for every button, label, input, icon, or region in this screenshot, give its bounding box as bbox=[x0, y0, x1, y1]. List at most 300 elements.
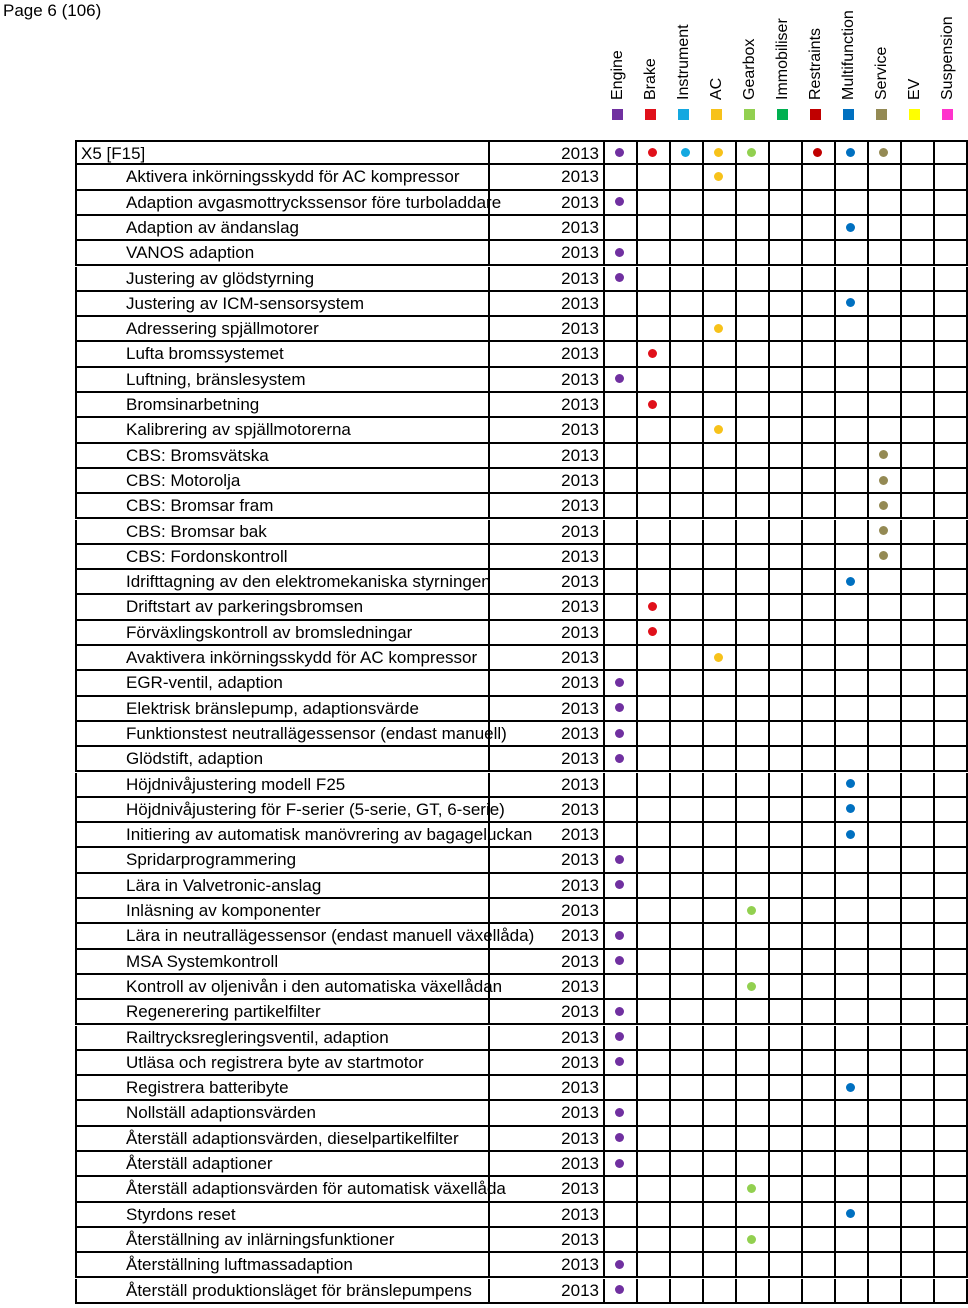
mark-cell-multifunction bbox=[836, 773, 869, 798]
dot-multifunction bbox=[846, 1209, 855, 1218]
mark-cell-ac bbox=[704, 393, 737, 418]
mark-cell-gearbox bbox=[737, 747, 770, 772]
mark-cell-brake bbox=[638, 191, 671, 216]
mark-cell-suspension bbox=[935, 823, 968, 848]
mark-cell-service bbox=[869, 570, 902, 595]
function-name: Lufta bromssystemet bbox=[75, 342, 490, 367]
mark-cell-immobiliser bbox=[770, 924, 803, 949]
mark-cell-multifunction bbox=[836, 874, 869, 899]
table-row bbox=[75, 267, 960, 292]
table-row bbox=[75, 924, 960, 949]
category-swatch-immobiliser bbox=[777, 109, 788, 120]
mark-cell-gearbox bbox=[737, 773, 770, 798]
mark-cell-brake bbox=[638, 848, 671, 873]
mark-cell-suspension bbox=[935, 1203, 968, 1228]
year-cell: 2013 bbox=[490, 798, 605, 823]
dot-brake bbox=[648, 627, 657, 636]
function-name: Återställ adaptionsvärden, dieselpartikelfilter bbox=[75, 1127, 490, 1152]
mark-cell-restraints bbox=[803, 1253, 836, 1278]
mark-cell-ac bbox=[704, 773, 737, 798]
mark-cell-ev bbox=[902, 697, 935, 722]
mark-cell-multifunction bbox=[836, 1076, 869, 1101]
year-cell: 2013 bbox=[490, 165, 605, 190]
mark-cell-gearbox bbox=[737, 545, 770, 570]
mark-cell-brake bbox=[638, 975, 671, 1000]
mark-cell-service bbox=[869, 1152, 902, 1177]
dot-engine bbox=[615, 1285, 624, 1294]
mark-cell-suspension bbox=[935, 773, 968, 798]
table-row bbox=[75, 418, 960, 443]
function-name: Aktivera inkörningsskydd för AC kompressor bbox=[75, 165, 490, 190]
mark-cell-gearbox bbox=[737, 924, 770, 949]
mark-cell-gearbox bbox=[737, 1101, 770, 1126]
mark-cell-multifunction bbox=[836, 899, 869, 924]
dot-engine bbox=[615, 703, 624, 712]
mark-cell-restraints bbox=[803, 747, 836, 772]
mark-cell-ac bbox=[704, 1000, 737, 1025]
mark-cell-brake bbox=[638, 1177, 671, 1202]
mark-cell-multifunction bbox=[836, 671, 869, 696]
mark-cell-ev bbox=[902, 722, 935, 747]
mark-cell-ev bbox=[902, 1203, 935, 1228]
mark-cell-instrument bbox=[671, 165, 704, 190]
mark-cell-gearbox bbox=[737, 595, 770, 620]
function-name: CBS: Bromsar fram bbox=[75, 494, 490, 519]
mark-cell-brake bbox=[638, 595, 671, 620]
mark-cell-engine bbox=[605, 899, 638, 924]
mark-cell-brake bbox=[638, 1101, 671, 1126]
year-cell: 2013 bbox=[490, 595, 605, 620]
category-instrument bbox=[671, 0, 704, 122]
mark-cell-multifunction bbox=[836, 317, 869, 342]
mark-cell-gearbox bbox=[737, 444, 770, 469]
table-row bbox=[75, 545, 960, 570]
mark-cell-ev bbox=[902, 823, 935, 848]
mark-cell-immobiliser bbox=[770, 317, 803, 342]
table-row bbox=[75, 874, 960, 899]
mark-cell-restraints bbox=[803, 520, 836, 545]
mark-cell-suspension bbox=[935, 1000, 968, 1025]
mark-cell-immobiliser bbox=[770, 899, 803, 924]
mark-cell-engine bbox=[605, 747, 638, 772]
year-cell: 2013 bbox=[490, 773, 605, 798]
dot-brake bbox=[648, 602, 657, 611]
table-row bbox=[75, 368, 960, 393]
mark-cell-service bbox=[869, 241, 902, 266]
table-row bbox=[75, 1152, 960, 1177]
year-cell: 2013 bbox=[490, 494, 605, 519]
mark-cell-suspension bbox=[935, 165, 968, 190]
mark-cell-immobiliser bbox=[770, 874, 803, 899]
mark-cell-multifunction bbox=[836, 798, 869, 823]
mark-cell-multifunction bbox=[836, 1127, 869, 1152]
mark-cell-instrument bbox=[671, 747, 704, 772]
mark-cell-engine bbox=[605, 950, 638, 975]
mark-cell-immobiliser bbox=[770, 1026, 803, 1051]
category-label-brake: Brake bbox=[642, 58, 659, 100]
mark-cell-instrument bbox=[671, 1076, 704, 1101]
dot-engine bbox=[615, 273, 624, 282]
mark-cell-service bbox=[869, 874, 902, 899]
category-label-ev: EV bbox=[906, 78, 923, 100]
mark-cell-ac bbox=[704, 216, 737, 241]
mark-cell-restraints bbox=[803, 140, 836, 165]
mark-cell-immobiliser bbox=[770, 671, 803, 696]
function-name: Höjdnivåjustering för F-serier (5-serie, GT, 6-serie) bbox=[75, 798, 490, 823]
category-label-service: Service bbox=[873, 46, 890, 100]
mark-cell-suspension bbox=[935, 1152, 968, 1177]
function-name: Justering av glödstyrning bbox=[75, 267, 490, 292]
category-restraints bbox=[803, 0, 836, 122]
mark-cell-immobiliser bbox=[770, 722, 803, 747]
mark-cell-multifunction bbox=[836, 368, 869, 393]
dot-ac bbox=[714, 324, 723, 333]
year-cell: 2013 bbox=[490, 393, 605, 418]
mark-cell-gearbox bbox=[737, 342, 770, 367]
mark-cell-immobiliser bbox=[770, 1253, 803, 1278]
mark-cell-gearbox bbox=[737, 671, 770, 696]
mark-cell-suspension bbox=[935, 267, 968, 292]
mark-cell-restraints bbox=[803, 292, 836, 317]
mark-cell-multifunction bbox=[836, 216, 869, 241]
mark-cell-engine bbox=[605, 570, 638, 595]
category-label-multifunction: Multifunction bbox=[840, 10, 857, 100]
mark-cell-engine bbox=[605, 444, 638, 469]
mark-cell-multifunction bbox=[836, 1152, 869, 1177]
mark-cell-engine bbox=[605, 722, 638, 747]
mark-cell-service bbox=[869, 1051, 902, 1076]
function-name: CBS: Fordonskontroll bbox=[75, 545, 490, 570]
mark-cell-suspension bbox=[935, 1076, 968, 1101]
mark-cell-gearbox bbox=[737, 848, 770, 873]
mark-cell-service bbox=[869, 216, 902, 241]
mark-cell-ac bbox=[704, 924, 737, 949]
mark-cell-service bbox=[869, 191, 902, 216]
dot-service bbox=[879, 551, 888, 560]
mark-cell-restraints bbox=[803, 469, 836, 494]
mark-cell-service bbox=[869, 1000, 902, 1025]
mark-cell-ac bbox=[704, 899, 737, 924]
year-cell: 2013 bbox=[490, 191, 605, 216]
mark-cell-instrument bbox=[671, 393, 704, 418]
mark-cell-service bbox=[869, 646, 902, 671]
mark-cell-brake bbox=[638, 342, 671, 367]
mark-cell-instrument bbox=[671, 191, 704, 216]
year-cell: 2013 bbox=[490, 823, 605, 848]
mark-cell-restraints bbox=[803, 950, 836, 975]
mark-cell-ev bbox=[902, 545, 935, 570]
mark-cell-suspension bbox=[935, 140, 968, 165]
mark-cell-service bbox=[869, 368, 902, 393]
mark-cell-engine bbox=[605, 545, 638, 570]
mark-cell-restraints bbox=[803, 899, 836, 924]
mark-cell-service bbox=[869, 848, 902, 873]
mark-cell-multifunction bbox=[836, 292, 869, 317]
mark-cell-suspension bbox=[935, 1026, 968, 1051]
mark-cell-multifunction bbox=[836, 747, 869, 772]
mark-cell-brake bbox=[638, 494, 671, 519]
year-cell: 2013 bbox=[490, 1000, 605, 1025]
mark-cell-ev bbox=[902, 140, 935, 165]
mark-cell-suspension bbox=[935, 646, 968, 671]
category-swatch-ac bbox=[711, 109, 722, 120]
table-row bbox=[75, 1101, 960, 1126]
mark-cell-service bbox=[869, 722, 902, 747]
mark-cell-brake bbox=[638, 1228, 671, 1253]
mark-cell-instrument bbox=[671, 1026, 704, 1051]
mark-cell-brake bbox=[638, 520, 671, 545]
dot-multifunction bbox=[846, 1083, 855, 1092]
mark-cell-service bbox=[869, 1228, 902, 1253]
mark-cell-service bbox=[869, 342, 902, 367]
mark-cell-gearbox bbox=[737, 469, 770, 494]
mark-cell-gearbox bbox=[737, 798, 770, 823]
year-cell: 2013 bbox=[490, 1203, 605, 1228]
mark-cell-immobiliser bbox=[770, 1228, 803, 1253]
table-row bbox=[75, 191, 960, 216]
mark-cell-gearbox bbox=[737, 393, 770, 418]
function-name: Bromsinarbetning bbox=[75, 393, 490, 418]
dot-engine bbox=[615, 855, 624, 864]
mark-cell-restraints bbox=[803, 1127, 836, 1152]
mark-cell-immobiliser bbox=[770, 823, 803, 848]
mark-cell-restraints bbox=[803, 418, 836, 443]
function-name: Återställning luftmassadaption bbox=[75, 1253, 490, 1278]
dot-multifunction bbox=[846, 830, 855, 839]
category-label-gearbox: Gearbox bbox=[741, 38, 758, 100]
table-row bbox=[75, 1127, 960, 1152]
mark-cell-brake bbox=[638, 697, 671, 722]
mark-cell-immobiliser bbox=[770, 1279, 803, 1304]
mark-cell-engine bbox=[605, 848, 638, 873]
function-name: Funktionstest neutrallägessensor (endast manuell) bbox=[75, 722, 490, 747]
mark-cell-suspension bbox=[935, 975, 968, 1000]
function-name: CBS: Bromsvätska bbox=[75, 444, 490, 469]
table-row bbox=[75, 342, 960, 367]
mark-cell-instrument bbox=[671, 140, 704, 165]
mark-cell-suspension bbox=[935, 1177, 968, 1202]
mark-cell-ev bbox=[902, 444, 935, 469]
mark-cell-restraints bbox=[803, 975, 836, 1000]
mark-cell-restraints bbox=[803, 241, 836, 266]
mark-cell-multifunction bbox=[836, 621, 869, 646]
mark-cell-brake bbox=[638, 469, 671, 494]
mark-cell-restraints bbox=[803, 1051, 836, 1076]
mark-cell-gearbox bbox=[737, 317, 770, 342]
mark-cell-ev bbox=[902, 520, 935, 545]
mark-cell-ev bbox=[902, 798, 935, 823]
mark-cell-engine bbox=[605, 1279, 638, 1304]
mark-cell-ev bbox=[902, 1026, 935, 1051]
mark-cell-restraints bbox=[803, 1101, 836, 1126]
mark-cell-restraints bbox=[803, 924, 836, 949]
mark-cell-service bbox=[869, 545, 902, 570]
mark-cell-service bbox=[869, 165, 902, 190]
mark-cell-instrument bbox=[671, 595, 704, 620]
mark-cell-ac bbox=[704, 848, 737, 873]
mark-cell-brake bbox=[638, 773, 671, 798]
mark-cell-service bbox=[869, 1253, 902, 1278]
mark-cell-instrument bbox=[671, 1279, 704, 1304]
mark-cell-engine bbox=[605, 1000, 638, 1025]
mark-cell-gearbox bbox=[737, 1127, 770, 1152]
function-name: Adaption av ändanslag bbox=[75, 216, 490, 241]
mark-cell-immobiliser bbox=[770, 848, 803, 873]
mark-cell-engine bbox=[605, 798, 638, 823]
mark-cell-engine bbox=[605, 241, 638, 266]
function-name: Kalibrering av spjällmotorerna bbox=[75, 418, 490, 443]
mark-cell-instrument bbox=[671, 292, 704, 317]
mark-cell-ac bbox=[704, 1101, 737, 1126]
mark-cell-ev bbox=[902, 899, 935, 924]
mark-cell-ev bbox=[902, 469, 935, 494]
mark-cell-ev bbox=[902, 924, 935, 949]
category-swatch-restraints bbox=[810, 109, 821, 120]
mark-cell-service bbox=[869, 697, 902, 722]
function-name: Spridarprogrammering bbox=[75, 848, 490, 873]
year-cell: 2013 bbox=[490, 950, 605, 975]
year-cell: 2013 bbox=[490, 317, 605, 342]
mark-cell-brake bbox=[638, 1051, 671, 1076]
mark-cell-instrument bbox=[671, 773, 704, 798]
mark-cell-service bbox=[869, 140, 902, 165]
mark-cell-brake bbox=[638, 241, 671, 266]
dot-multifunction bbox=[846, 148, 855, 157]
mark-cell-multifunction bbox=[836, 1203, 869, 1228]
dot-multifunction bbox=[846, 223, 855, 232]
function-name: MSA Systemkontroll bbox=[75, 950, 490, 975]
mark-cell-engine bbox=[605, 1076, 638, 1101]
year-cell: 2013 bbox=[490, 292, 605, 317]
table-row bbox=[75, 747, 960, 772]
mark-cell-instrument bbox=[671, 342, 704, 367]
mark-cell-brake bbox=[638, 292, 671, 317]
mark-cell-instrument bbox=[671, 418, 704, 443]
mark-cell-service bbox=[869, 393, 902, 418]
mark-cell-restraints bbox=[803, 1076, 836, 1101]
mark-cell-restraints bbox=[803, 393, 836, 418]
mark-cell-restraints bbox=[803, 848, 836, 873]
mark-cell-ev bbox=[902, 216, 935, 241]
dot-engine bbox=[615, 1133, 624, 1142]
year-cell: 2013 bbox=[490, 1076, 605, 1101]
mark-cell-engine bbox=[605, 418, 638, 443]
mark-cell-ac bbox=[704, 418, 737, 443]
mark-cell-gearbox bbox=[737, 140, 770, 165]
mark-cell-multifunction bbox=[836, 848, 869, 873]
function-name: Adressering spjällmotorer bbox=[75, 317, 490, 342]
dot-engine bbox=[615, 956, 624, 965]
mark-cell-ac bbox=[704, 292, 737, 317]
table-row bbox=[75, 317, 960, 342]
year-cell: 2013 bbox=[490, 570, 605, 595]
mark-cell-ev bbox=[902, 874, 935, 899]
mark-cell-multifunction bbox=[836, 570, 869, 595]
dot-service bbox=[879, 501, 888, 510]
mark-cell-suspension bbox=[935, 191, 968, 216]
mark-cell-immobiliser bbox=[770, 494, 803, 519]
mark-cell-ev bbox=[902, 317, 935, 342]
mark-cell-restraints bbox=[803, 444, 836, 469]
mark-cell-multifunction bbox=[836, 975, 869, 1000]
mark-cell-multifunction bbox=[836, 1177, 869, 1202]
mark-cell-brake bbox=[638, 317, 671, 342]
function-name: CBS: Bromsar bak bbox=[75, 520, 490, 545]
year-cell: 2013 bbox=[490, 747, 605, 772]
mark-cell-ev bbox=[902, 1076, 935, 1101]
mark-cell-service bbox=[869, 773, 902, 798]
mark-cell-instrument bbox=[671, 545, 704, 570]
dot-ac bbox=[714, 653, 723, 662]
mark-cell-ac bbox=[704, 140, 737, 165]
mark-cell-engine bbox=[605, 1051, 638, 1076]
table-row bbox=[75, 165, 960, 190]
mark-cell-ac bbox=[704, 342, 737, 367]
mark-cell-brake bbox=[638, 621, 671, 646]
mark-cell-brake bbox=[638, 418, 671, 443]
mark-cell-immobiliser bbox=[770, 773, 803, 798]
mark-cell-suspension bbox=[935, 874, 968, 899]
mark-cell-instrument bbox=[671, 1253, 704, 1278]
year-cell: 2013 bbox=[490, 899, 605, 924]
mark-cell-ev bbox=[902, 494, 935, 519]
mark-cell-ev bbox=[902, 241, 935, 266]
category-swatch-instrument bbox=[678, 109, 689, 120]
mark-cell-restraints bbox=[803, 671, 836, 696]
dot-engine bbox=[615, 197, 624, 206]
mark-cell-suspension bbox=[935, 241, 968, 266]
mark-cell-restraints bbox=[803, 216, 836, 241]
mark-cell-gearbox bbox=[737, 621, 770, 646]
function-name: Återställning av inlärningsfunktioner bbox=[75, 1228, 490, 1253]
mark-cell-ev bbox=[902, 848, 935, 873]
dot-ac bbox=[714, 425, 723, 434]
category-service bbox=[869, 0, 902, 122]
mark-cell-instrument bbox=[671, 621, 704, 646]
mark-cell-brake bbox=[638, 874, 671, 899]
mark-cell-instrument bbox=[671, 798, 704, 823]
mark-cell-engine bbox=[605, 494, 638, 519]
mark-cell-multifunction bbox=[836, 469, 869, 494]
dot-engine bbox=[615, 931, 624, 940]
category-swatch-brake bbox=[645, 109, 656, 120]
mark-cell-immobiliser bbox=[770, 646, 803, 671]
mark-cell-gearbox bbox=[737, 1026, 770, 1051]
mark-cell-gearbox bbox=[737, 494, 770, 519]
mark-cell-immobiliser bbox=[770, 595, 803, 620]
mark-cell-instrument bbox=[671, 520, 704, 545]
mark-cell-instrument bbox=[671, 570, 704, 595]
mark-cell-engine bbox=[605, 1101, 638, 1126]
mark-cell-suspension bbox=[935, 292, 968, 317]
mark-cell-ac bbox=[704, 1203, 737, 1228]
mark-cell-ev bbox=[902, 1127, 935, 1152]
mark-cell-suspension bbox=[935, 393, 968, 418]
mark-cell-multifunction bbox=[836, 418, 869, 443]
mark-cell-gearbox bbox=[737, 520, 770, 545]
dot-engine bbox=[615, 729, 624, 738]
mark-cell-ev bbox=[902, 773, 935, 798]
mark-cell-multifunction bbox=[836, 1101, 869, 1126]
mark-cell-ac bbox=[704, 621, 737, 646]
table-row bbox=[75, 216, 960, 241]
year-cell: 2013 bbox=[490, 342, 605, 367]
mark-cell-gearbox bbox=[737, 1279, 770, 1304]
mark-cell-ev bbox=[902, 646, 935, 671]
mark-cell-multifunction bbox=[836, 950, 869, 975]
table-row bbox=[75, 241, 960, 266]
dot-engine bbox=[615, 148, 624, 157]
